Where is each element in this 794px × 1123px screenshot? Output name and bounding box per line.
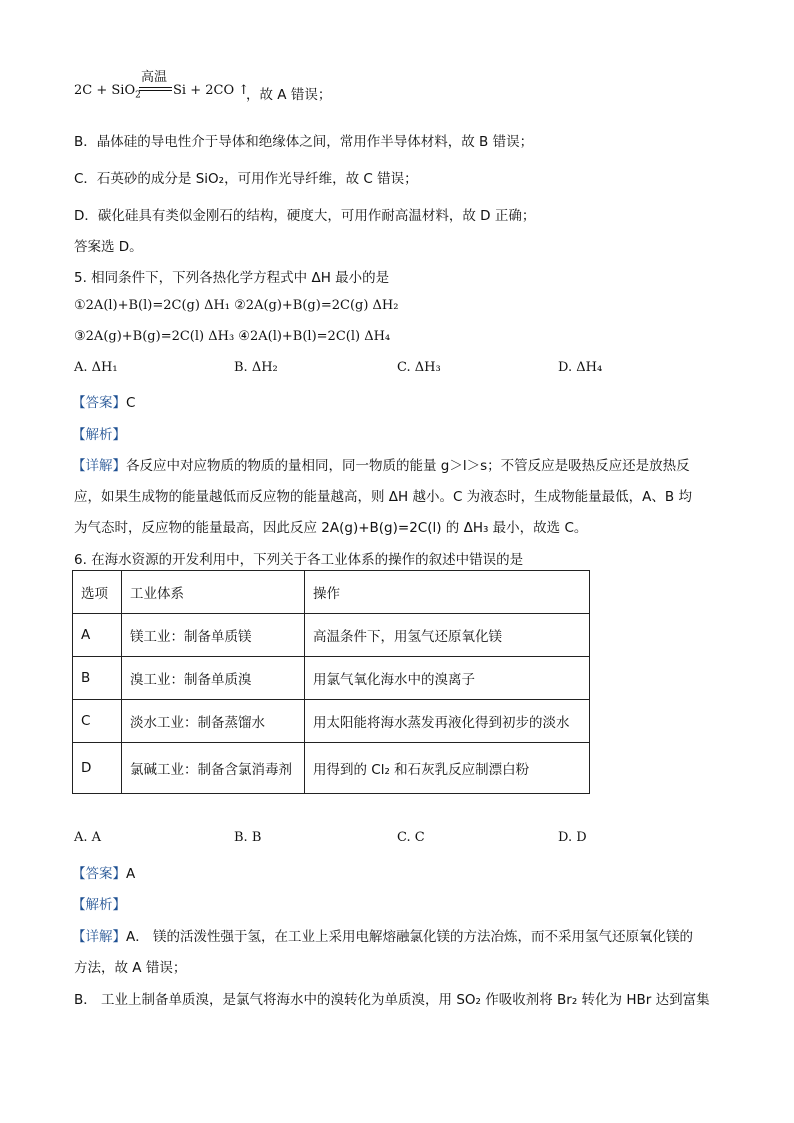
option-c: C. ΔH₃ [397,360,441,375]
explanation-b: B．晶体硅的导电性介于导体和绝缘体之间，常用作半导体材料，故 B 错误； [74,134,534,150]
detail-line-3: B． 工业上制备单质溴，是氯气将海水中的溴转化为单质溴，用 SO₂ 作吸收剂将 Br₂ 转化为 HBr 达到富集 [74,992,710,1008]
option-c: C. C [397,830,425,845]
option-b: B. ΔH₂ [234,360,278,375]
table-cell: 镁工业：制备单质镁 [122,614,305,657]
table-cell: C [73,700,122,743]
analysis-tag: 【解析】 [72,427,126,443]
explanation-c: C．石英砂的成分是 SiO₂，可用作光导纤维，故 C 错误； [74,171,418,187]
table-header-cell: 操作 [305,571,590,614]
detail-line-1: 【详解】A． 镁的活泼性强于氢，在工业上采用电解熔融氯化镁的方法冶炼，而不采用氢气还原氧化镁的 [72,929,694,945]
detail-tag: 【详解】 [72,929,126,945]
answer-tag: 【答案】 [72,395,126,411]
table-cell: D [73,743,122,794]
table-cell: 用氯气氧化海水中的溴离子 [305,657,590,700]
table-cell: 淡水工业：制备蒸馏水 [122,700,305,743]
table-row [73,700,590,743]
answer-choice: 答案选 D。 [74,239,143,255]
answer-tag: 【答案】 [72,866,126,882]
detail-line-1: 【详解】各反应中对应物质的物质的量相同，同一物质的能量 g＞l＞s；不管反应是吸热反应还是放热反 [72,458,690,474]
question-6-stem: 6. 在海水资源的开发利用中，下列关于各工业体系的操作的叙述中错误的是 [74,552,524,568]
answer-row [72,391,135,411]
answer-value: A [126,866,136,882]
analysis-tag: 【解析】 [72,897,126,913]
equation-arrow-line [139,90,172,91]
answer-value: C [126,395,136,411]
answer-row [72,862,135,882]
table-header-cell: 选项 [73,571,122,614]
table-cell: 用得到的 Cl₂ 和石灰乳反应制漂白粉 [305,743,590,794]
detail-line-3: 为气态时，反应物的能量最高，因此反应 2A(g)+B(g)=2C(l) 的 ΔH₃ 最小，故选 C。 [74,520,588,536]
table-cell: 用太阳能将海水蒸发再液化得到初步的淡水 [305,700,590,743]
option-b: B. B [234,830,262,845]
table-cell: A [73,614,122,657]
operations-table [72,570,590,794]
table-row [73,614,590,657]
question-5-equations-2: ③2A(g)+B(g)=2C(l) ΔH₃ ④2A(l)+B(l)=2C(l) ΔH₄ [74,329,391,344]
option-a: A. A [74,830,102,845]
question-5-equations-1: ①2A(l)+B(l)=2C(g) ΔH₁ ②2A(g)+B(g)=2C(g) ΔH₂ [74,298,399,313]
explanation-d: D．碳化硅具有类似金刚石的结构，硬度大，可用作耐高温材料，故 D 正确； [74,208,536,224]
table-cell: 溴工业：制备单质溴 [122,657,305,700]
table-row [73,657,590,700]
table-cell: 氯碱工业：制备含氯消毒剂 [122,743,305,794]
equation-left: 2C + SiO$_2$ [74,83,141,101]
detail-tag: 【详解】 [72,458,126,474]
table-cell: B [73,657,122,700]
equation-right: Si + 2CO ↑ [173,83,250,98]
option-a: A. ΔH₁ [74,360,118,375]
equation-arrow-line [139,87,172,88]
equation-tail: ，故 A 错误； [246,87,332,103]
table-row [73,743,590,794]
option-d: D. ΔH₄ [558,360,603,375]
detail-line-2: 方法，故 A 错误； [74,960,187,976]
table-header-row [73,571,590,614]
detail-line-2: 应，如果生成物的能量越低而反应物的能量越高，则 ΔH 越小。C 为液态时，生成物能量最低，A、B 均 [74,489,692,505]
option-d: D. D [558,830,587,845]
equation-condition: 高温 [141,70,168,85]
table-cell: 高温条件下，用氢气还原氧化镁 [305,614,590,657]
question-5-stem: 5. 相同条件下，下列各热化学方程式中 ΔH 最小的是 [74,270,390,286]
table-header-cell: 工业体系 [122,571,305,614]
